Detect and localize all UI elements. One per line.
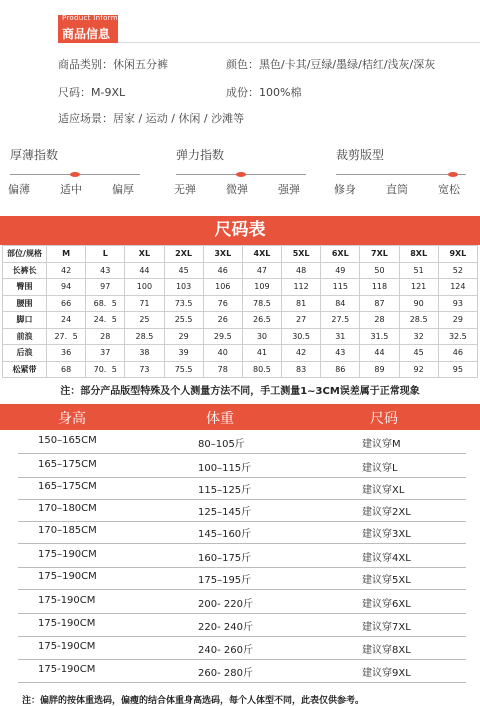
size-cell: 47 (242, 262, 281, 279)
recommend-height: 165–175CM (38, 481, 97, 492)
size-cell: 28.5 (399, 312, 438, 329)
recommend-height: 170–180CM (38, 503, 97, 514)
size-row-label: 前浪 (3, 328, 47, 345)
header-cn-title: 商品信息 (62, 27, 111, 41)
size-table-header-row (3, 246, 478, 263)
size-cell: 70．5 (86, 361, 125, 378)
size-cell: 31 (321, 328, 360, 345)
size-cell: 115 (321, 279, 360, 296)
recommend-weight: 80–105斤 (198, 439, 245, 450)
size-table-note: 注：部分产品版型特殊及个人测量方法不同，手工测量1~3CM误差属于正常现象 (60, 386, 420, 397)
recommend-height: 175–190CM (38, 549, 97, 560)
header-en-title: Product Information (62, 14, 138, 22)
size-cell: 83 (282, 361, 321, 378)
size-cell: 95 (438, 361, 477, 378)
recommend-height: 170–185CM (38, 525, 97, 536)
row-divider (18, 659, 466, 660)
index-label: 微弹 (226, 183, 248, 196)
index-label: 适中 (60, 183, 82, 196)
size-cell: 28 (86, 328, 125, 345)
size-cell: 26 (203, 312, 242, 329)
row-divider (18, 636, 466, 637)
recommend-height: 175-190CM (38, 664, 96, 675)
row-divider (18, 613, 466, 614)
recommend-row (0, 456, 480, 478)
info-material: 成份：100%棉 (226, 86, 302, 99)
recommend-row (0, 661, 480, 683)
size-row-label: 臀围 (3, 279, 47, 296)
size-cell: 30.5 (282, 328, 321, 345)
size-cell: 87 (360, 295, 399, 312)
recommend-height: 175-190CM (38, 641, 96, 652)
size-cell: 106 (203, 279, 242, 296)
size-cell: 42 (282, 345, 321, 362)
recommend-header-size: 尺码 (370, 411, 398, 427)
size-col-header: 4XL (242, 246, 281, 263)
index-label: 修身 (334, 183, 356, 196)
size-cell: 112 (282, 279, 321, 296)
size-cell: 42 (47, 262, 86, 279)
recommend-size: 建议穿8XL (362, 645, 411, 656)
recommend-weight: 260- 280斤 (198, 668, 253, 679)
size-cell: 46 (438, 345, 477, 362)
size-cell: 90 (399, 295, 438, 312)
size-col-header: 9XL (438, 246, 477, 263)
row-divider (18, 682, 466, 683)
size-cell: 73 (125, 361, 164, 378)
recommend-row (0, 592, 480, 614)
size-cell: 43 (321, 345, 360, 362)
size-col-header: 8XL (399, 246, 438, 263)
header-divider (118, 42, 480, 43)
recommend-header-height: 身高 (58, 411, 86, 427)
size-row-label: 长裤长 (3, 262, 47, 279)
size-cell: 37 (86, 345, 125, 362)
size-col-header: 6XL (321, 246, 360, 263)
recommend-weight: 115–125斤 (198, 485, 252, 496)
size-cell: 68 (47, 361, 86, 378)
recommend-size: 建议穿7XL (362, 622, 411, 633)
index-label: 强弹 (278, 183, 300, 196)
size-row-label: 腰围 (3, 295, 47, 312)
size-table-row (3, 361, 478, 378)
size-cell: 44 (360, 345, 399, 362)
recommend-size: 建议穿3XL (362, 529, 411, 540)
row-divider (18, 589, 466, 590)
size-cell: 94 (47, 279, 86, 296)
size-cell: 29.5 (203, 328, 242, 345)
size-cell: 78.5 (242, 295, 281, 312)
recommend-weight: 175–195斤 (198, 575, 252, 586)
size-table (2, 245, 478, 378)
size-col-header: 3XL (203, 246, 242, 263)
size-cell: 32 (399, 328, 438, 345)
recommend-row (0, 638, 480, 660)
size-cell: 43 (86, 262, 125, 279)
size-cell: 24．5 (86, 312, 125, 329)
size-cell: 51 (399, 262, 438, 279)
size-cell: 30 (242, 328, 281, 345)
size-cell: 89 (360, 361, 399, 378)
size-col-header: 2XL (164, 246, 203, 263)
size-cell: 45 (164, 262, 203, 279)
recommend-size: 建议穿M (362, 439, 401, 450)
size-cell: 75.5 (164, 361, 203, 378)
size-cell: 26.5 (242, 312, 281, 329)
recommend-size: 建议穿XL (362, 485, 405, 496)
recommend-height: 165–175CM (38, 459, 97, 470)
info-category: 商品类别：休闲五分裤 (58, 58, 168, 71)
size-cell: 48 (282, 262, 321, 279)
recommend-size: 建议穿9XL (362, 668, 411, 679)
size-cell: 86 (321, 361, 360, 378)
recommend-height: 175-190CM (38, 595, 96, 606)
size-cell: 118 (360, 279, 399, 296)
index-label: 宽松 (438, 183, 460, 196)
size-cell: 25 (125, 312, 164, 329)
size-cell: 24 (47, 312, 86, 329)
recommend-size: 建议穿6XL (362, 599, 411, 610)
recommend-weight: 240- 260斤 (198, 645, 253, 656)
size-cell: 36 (47, 345, 86, 362)
recommend-height: 150–165CM (38, 435, 97, 446)
size-cell: 109 (242, 279, 281, 296)
size-col-header: M (47, 246, 86, 263)
recommend-row (0, 546, 480, 568)
size-cell: 81 (282, 295, 321, 312)
size-cell: 49 (321, 262, 360, 279)
recommend-weight: 160–175斤 (198, 553, 252, 564)
size-row-label: 后浪 (3, 345, 47, 362)
recommend-height: 175–190CM (38, 571, 97, 582)
size-cell: 38 (125, 345, 164, 362)
info-scene: 适应场景：居家 / 运动 / 休闲 / 沙滩等 (58, 112, 245, 125)
index-title: 厚薄指数 (10, 148, 59, 162)
size-cell: 80.5 (242, 361, 281, 378)
size-cell: 84 (321, 295, 360, 312)
recommend-row (0, 478, 480, 500)
size-table-title: 尺码表 (0, 216, 480, 245)
size-row-label: 松紧带 (3, 361, 47, 378)
index-label: 无弹 (174, 183, 196, 196)
size-cell: 29 (438, 312, 477, 329)
size-cell: 97 (86, 279, 125, 296)
size-cell: 41 (242, 345, 281, 362)
recommend-row (0, 615, 480, 637)
recommend-height: 175-190CM (38, 618, 96, 629)
recommend-size: 建议穿L (362, 463, 398, 474)
recommend-weight: 220- 240斤 (198, 622, 253, 633)
size-cell: 44 (125, 262, 164, 279)
size-cell: 25.5 (164, 312, 203, 329)
size-cell: 40 (203, 345, 242, 362)
index-marker (236, 172, 246, 177)
recommend-size: 建议穿2XL (362, 507, 411, 518)
row-divider (18, 453, 466, 454)
index-label: 直筒 (386, 183, 408, 196)
size-cell: 32.5 (438, 328, 477, 345)
size-cell: 52 (438, 262, 477, 279)
size-cell: 50 (360, 262, 399, 279)
size-cell: 93 (438, 295, 477, 312)
size-cell: 46 (203, 262, 242, 279)
info-color: 颜色：黑色/卡其/豆绿/墨绿/桔红/浅灰/深灰 (226, 58, 436, 71)
size-table-row (3, 328, 478, 345)
size-cell: 28 (360, 312, 399, 329)
size-cell: 76 (203, 295, 242, 312)
size-table-row (3, 345, 478, 362)
index-marker (448, 172, 458, 177)
size-cell: 68．5 (86, 295, 125, 312)
size-cell: 92 (399, 361, 438, 378)
size-cell: 73.5 (164, 295, 203, 312)
size-col-header: 5XL (282, 246, 321, 263)
index-label: 偏薄 (8, 183, 30, 196)
size-cell: 103 (164, 279, 203, 296)
recommend-size: 建议穿4XL (362, 553, 411, 564)
size-col-header: 7XL (360, 246, 399, 263)
info-size: 尺码：M-9XL (58, 86, 126, 99)
recommend-row (0, 522, 480, 544)
size-cell: 27．5 (47, 328, 86, 345)
size-cell: 66 (47, 295, 86, 312)
size-table-corner: 部位/规格 (3, 246, 47, 263)
size-cell: 71 (125, 295, 164, 312)
size-table-row (3, 295, 478, 312)
size-cell: 27.5 (321, 312, 360, 329)
size-row-label: 脚口 (3, 312, 47, 329)
recommend-weight: 200- 220斤 (198, 599, 253, 610)
recommend-weight: 125–145斤 (198, 507, 252, 518)
index-label: 偏厚 (112, 183, 134, 196)
size-table-row (3, 262, 478, 279)
recommend-header-weight: 体重 (206, 411, 234, 427)
size-cell: 121 (399, 279, 438, 296)
size-col-header: L (86, 246, 125, 263)
index-marker (70, 172, 80, 177)
size-cell: 39 (164, 345, 203, 362)
size-cell: 124 (438, 279, 477, 296)
recommend-row (0, 568, 480, 590)
size-cell: 100 (125, 279, 164, 296)
row-divider (18, 543, 466, 544)
index-title: 裁剪版型 (336, 148, 385, 162)
recommend-weight: 100–115斤 (198, 463, 252, 474)
recommend-row (0, 500, 480, 522)
size-cell: 27 (282, 312, 321, 329)
size-cell: 78 (203, 361, 242, 378)
size-table-row (3, 279, 478, 296)
index-title: 弹力指数 (176, 148, 225, 162)
size-cell: 28.5 (125, 328, 164, 345)
index-scale-line (336, 174, 466, 175)
recommend-weight: 145–160斤 (198, 529, 252, 540)
size-table-row (3, 312, 478, 329)
size-col-header: XL (125, 246, 164, 263)
size-cell: 45 (399, 345, 438, 362)
recommend-note: 注：偏胖的按体重选码，偏瘦的结合体重身高选码，每个人体型不同，此表仅供参考。 (22, 696, 365, 706)
recommend-row (0, 432, 480, 454)
size-cell: 31.5 (360, 328, 399, 345)
recommend-size: 建议穿5XL (362, 575, 411, 586)
size-cell: 29 (164, 328, 203, 345)
